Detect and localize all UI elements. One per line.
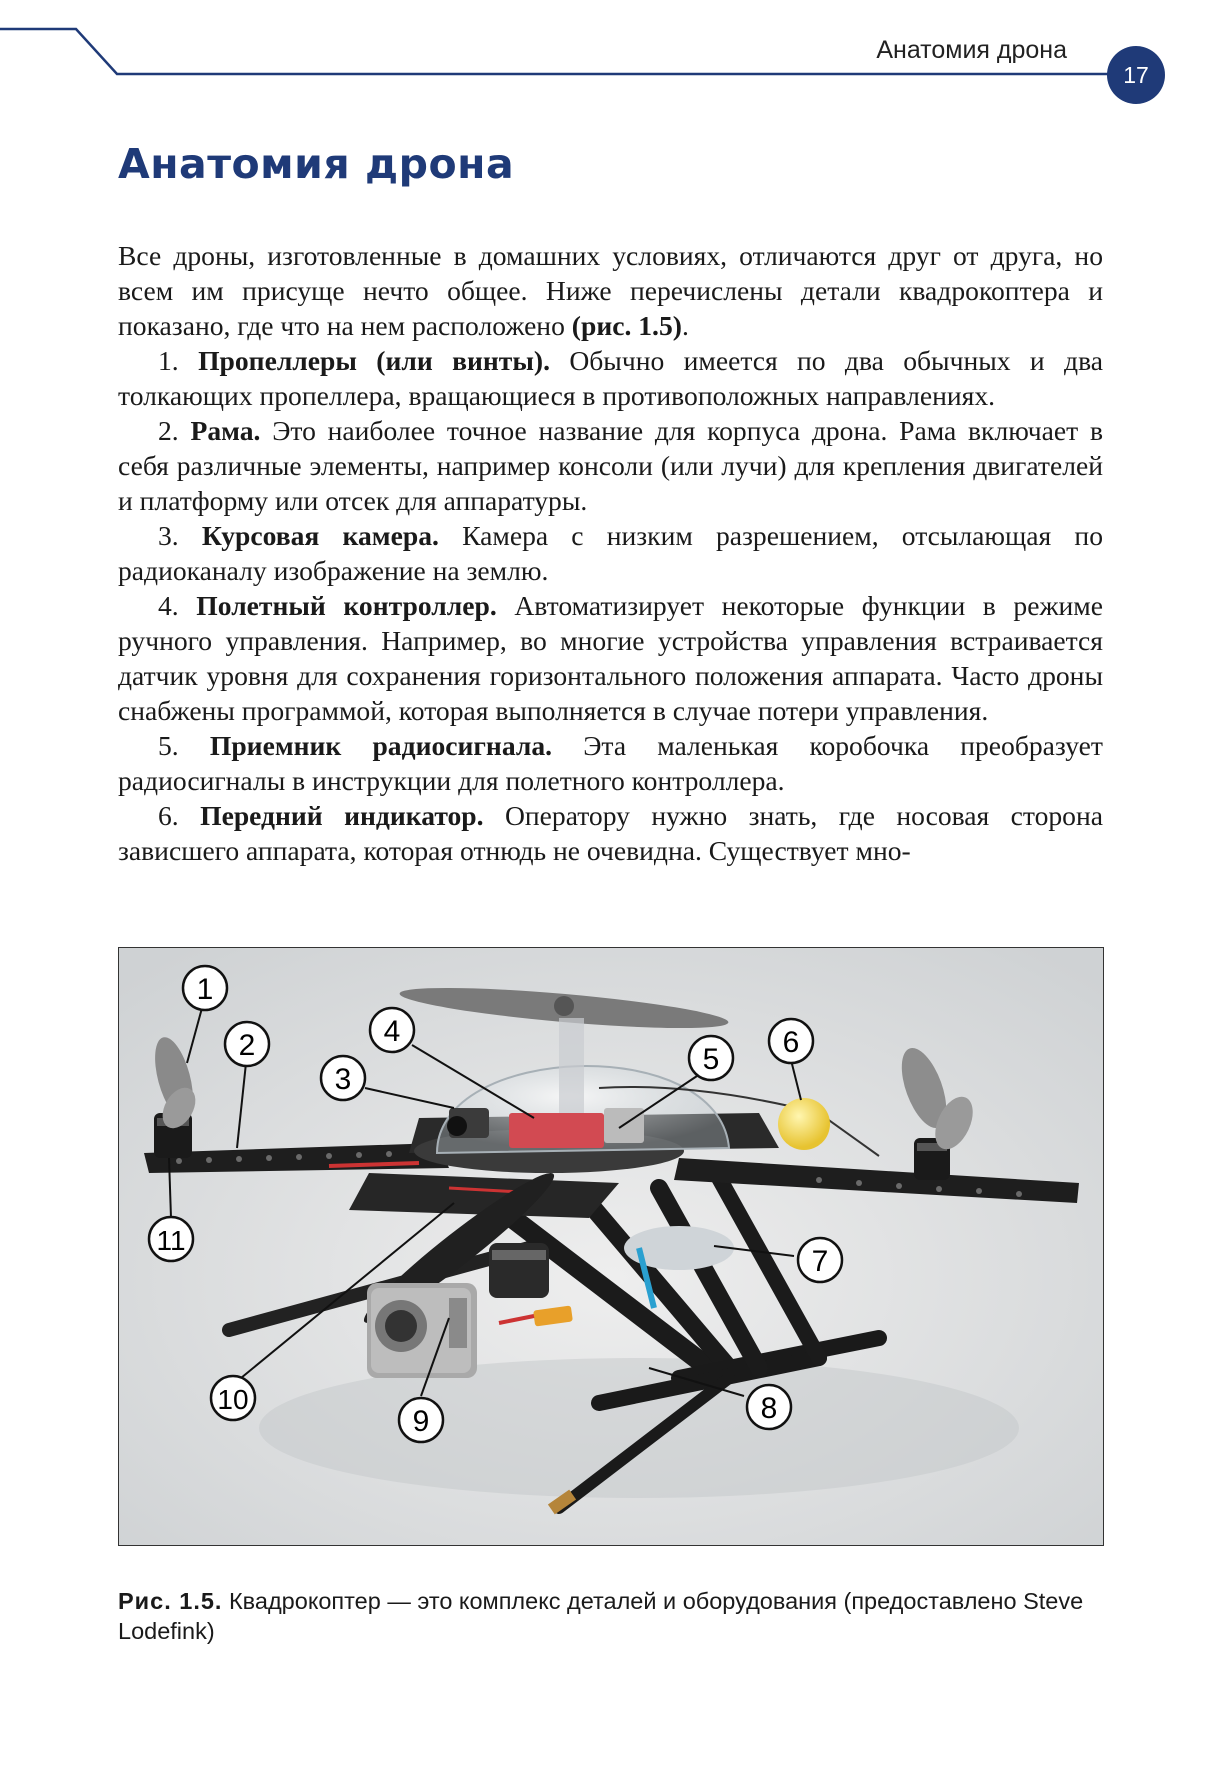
- list-item: 2. Рама. Это наиболее точное название для корпуса дрона. Рама включает в себя различные элементы, например консоли (или лучи) для крепления двигателей и платформу или отсек для аппаратуры.: [118, 415, 1103, 516]
- page-number-badge: 17: [1107, 46, 1165, 104]
- quadcopter-illustration: [119, 948, 1104, 1546]
- callout-9: [399, 1398, 443, 1442]
- svg-text:5: 5: [702, 1043, 720, 1076]
- svg-text:4: 4: [383, 1015, 401, 1048]
- figure-caption: Рис. 1.5. Квадрокоптер — это комплекс деталей и оборудования (предоставлено Steve Lodefink): [118, 1588, 1084, 1644]
- quadcopter-figure: [118, 947, 1104, 1546]
- callout-7: [798, 1238, 842, 1282]
- callout-3: [321, 1056, 365, 1100]
- svg-text:7: 7: [811, 1245, 829, 1278]
- callout-4: [370, 1008, 414, 1052]
- callout-5: [689, 1036, 733, 1080]
- callout-10: [211, 1376, 255, 1420]
- list-item: 3. Курсовая камера. Камера с низким разрешением, отсылающая по радиоканалу изображение на землю.: [118, 520, 1103, 586]
- list-item: 4. Полетный контроллер. Автоматизирует некоторые функции в режиме ручного управления. Например, во многие устройства управления встраивается датчик уровня для сохранения горизонтального положения аппарата. Часто дроны снабжены программой, которая выполняется в случае потери управления.: [118, 590, 1103, 726]
- svg-text:1: 1: [196, 973, 214, 1006]
- callout-11: [149, 1217, 193, 1261]
- svg-text:8: 8: [760, 1392, 778, 1425]
- svg-text:10: 10: [217, 1384, 249, 1415]
- list-item: 6. Передний индикатор. Оператору нужно знать, где носовая сторона зависшего аппарата, которая отнюдь не очевидна. Существует мно-: [118, 800, 1103, 866]
- callout-6: [769, 1019, 813, 1063]
- list-item: 1. Пропеллеры (или винты). Обычно имеется по два обычных и два толкающих пропеллера, вращающиеся в противоположных направлениях.: [118, 345, 1103, 411]
- running-title: Анатомия дрона: [876, 36, 1067, 64]
- callout-2: [225, 1022, 269, 1066]
- body-text: [118, 238, 1103, 868]
- action-camera: [367, 1283, 477, 1378]
- list-item: 5. Приемник радиосигнала. Эта маленькая коробочка преобразует радиосигналы в инструкции для полетного контроллера.: [118, 730, 1103, 796]
- page-title: Анатомия дрона: [118, 140, 515, 188]
- callout-1: [183, 966, 227, 1010]
- svg-text:11: 11: [156, 1225, 186, 1256]
- svg-text:6: 6: [782, 1026, 800, 1059]
- intro-paragraph: Все дроны, изготовленные в домашних условиях, отличаются друг от друга, но всем им присуще нечто общее. Ниже перечислены детали квадрокоптера и показано, где что на нем расположено (рис. 1.5).: [118, 240, 1103, 341]
- svg-text:9: 9: [412, 1405, 430, 1438]
- callout-8: [747, 1385, 791, 1429]
- svg-text:2: 2: [238, 1029, 256, 1062]
- svg-text:3: 3: [334, 1063, 352, 1096]
